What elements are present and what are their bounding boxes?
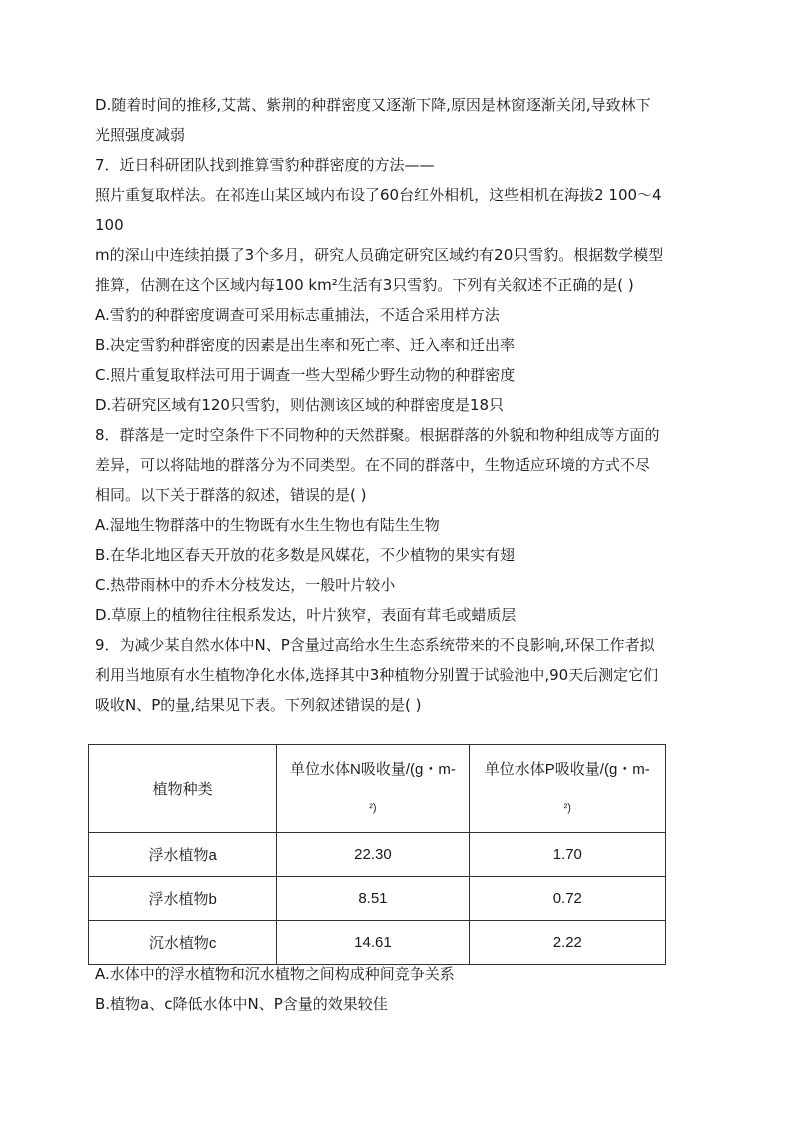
question-7-stem-line3: 100	[95, 216, 124, 234]
question-7-option-a: A.雪豹的种群密度调查可采用标志重捕法，不适合采用样方法	[95, 306, 500, 324]
question-7-stem-line1: 7．近日科研团队找到推算雪豹种群密度的方法——	[95, 156, 435, 174]
question-7-stem-line2: 照片重复取样法。在祁连山某区域内布设了60台红外相机，这些相机在海拔2 100～4	[95, 186, 662, 204]
question-8-stem-line2: 差异，可以将陆地的群落分为不同类型。在不同的群落中，生物适应环境的方式不尽	[95, 456, 651, 474]
question-9-option-a: A.水体中的浮水植物和沉水植物之间构成种间竞争关系	[95, 965, 455, 983]
absorption-table	[88, 744, 666, 965]
cell-plant: 浮水植物b	[89, 877, 277, 921]
table-row	[89, 877, 666, 921]
cell-p-value: 1.70	[469, 833, 665, 877]
question-7-stem-line5: 推算，估测在这个区域内每100 km²生活有3只雪豹。下列有关叙述不正确的是( )	[95, 276, 634, 294]
header-n-absorption: 单位水体N吸收量/(g・m- ²)	[277, 745, 469, 833]
question-9-stem-line1: 9．为减少某自然水体中N、P含量过高给水生生态系统带来的不良影响,环保工作者拟	[95, 636, 655, 654]
question-9-stem-line3: 吸收N、P的量,结果见下表。下列叙述错误的是( )	[95, 696, 422, 714]
table-header-row	[89, 745, 666, 833]
header-p-absorption: 单位水体P吸收量/(g・m- ²)	[469, 745, 665, 833]
cell-n-value: 14.61	[277, 921, 469, 965]
question-7-option-b: B.决定雪豹种群密度的因素是出生率和死亡率、迁入率和迁出率	[95, 336, 516, 354]
header-plant-type: 植物种类	[89, 745, 277, 833]
cell-plant: 浮水植物a	[89, 833, 277, 877]
table-row	[89, 833, 666, 877]
question-8-option-d: D.草原上的植物往往根系发达，叶片狭窄，表面有茸毛或蜡质层	[95, 606, 517, 624]
question-7-option-c: C.照片重复取样法可用于调查一些大型稀少野生动物的种群密度	[95, 366, 516, 384]
question-8-option-c: C.热带雨林中的乔木分枝发达，一般叶片较小	[95, 576, 396, 594]
cell-plant: 沉水植物c	[89, 921, 277, 965]
cell-n-value: 8.51	[277, 877, 469, 921]
cell-n-value: 22.30	[277, 833, 469, 877]
question-7-stem-line4: m的深山中连续拍摄了3个多月，研究人员确定研究区域约有20只雪豹。根据数学模型	[95, 246, 664, 264]
question-8-stem-line3: 相同。以下关于群落的叙述，错误的是( )	[95, 486, 367, 504]
cell-p-value: 2.22	[469, 921, 665, 965]
option-d-q6-line2: 光照强度减弱	[95, 126, 186, 144]
question-9-stem-line2: 利用当地原有水生植物净化水体,选择其中3种植物分别置于试验池中,90天后测定它们	[95, 666, 659, 684]
question-7-option-d: D.若研究区域有120只雪豹，则估测该区域的种群密度是18只	[95, 396, 505, 414]
option-d-q6-line1: D.随着时间的推移,艾蒿、紫荆的种群密度又逐渐下降,原因是林窗逐渐关闭,导致林下	[95, 96, 651, 114]
table-row	[89, 921, 666, 965]
cell-p-value: 0.72	[469, 877, 665, 921]
question-8-option-b: B.在华北地区春天开放的花多数是风媒花，不少植物的果实有翅	[95, 546, 516, 564]
question-8-option-a: A.湿地生物群落中的生物既有水生生物也有陆生生物	[95, 516, 440, 534]
question-8-stem-line1: 8．群落是一定时空条件下不同物种的天然群聚。根据群落的外貌和物种组成等方面的	[95, 426, 660, 444]
question-9-option-b: B.植物a、c降低水体中N、P含量的效果较佳	[95, 995, 388, 1013]
